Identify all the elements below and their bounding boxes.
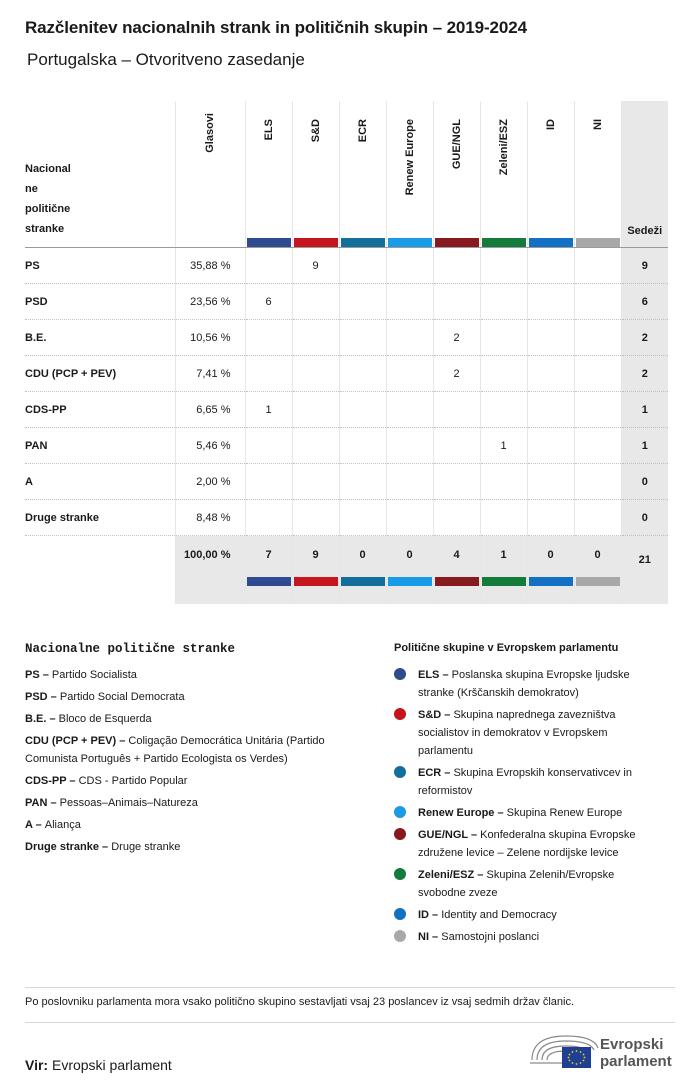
group-seats-cell	[480, 356, 527, 392]
national-legend-item: CDU (PCP + PEV) – Coligação Democrática Unitária (Partido Comunista Português + Partido Ecologista os Verdes)	[25, 735, 325, 765]
group-color-dot	[394, 930, 406, 942]
group-seats-cell	[292, 392, 339, 428]
national-legend-item: PSD – Partido Social Democrata	[25, 691, 185, 703]
group-seats-cell	[433, 464, 480, 500]
page-subtitle: Portugalska – Otvoritveno zasedanje	[27, 50, 305, 69]
group-header-id: ID	[527, 101, 574, 248]
seats-cell: 6	[621, 284, 668, 320]
group-legend-item: ELS – Poslanska skupina Evropske ljudske stranke (Krščanskih demokratov)	[394, 666, 664, 702]
group-seats-cell	[386, 500, 433, 536]
seats-cell: 0	[621, 464, 668, 500]
table-row	[25, 320, 668, 356]
legend-abbr: A	[25, 819, 33, 831]
group-color-dot	[394, 828, 406, 840]
group-total-color-bar	[294, 577, 338, 586]
group-seats-cell	[292, 284, 339, 320]
party-name: PSD	[25, 284, 175, 320]
group-seats-cell	[480, 284, 527, 320]
group-color-bar-greens	[482, 238, 526, 247]
group-total-color-bar	[247, 577, 291, 586]
group-color-bar-ecr	[341, 238, 385, 247]
group-seats-cell	[527, 320, 574, 356]
group-seats-cell	[339, 320, 386, 356]
national-legend-item: B.E. – Bloco de Esquerda	[25, 713, 152, 725]
group-seats-cell: 1	[245, 392, 292, 428]
legend-full-name: Partido Socialista	[51, 669, 137, 681]
group-seats-cell	[339, 392, 386, 428]
group-seats-cell	[433, 428, 480, 464]
group-seats-cell: 1	[480, 428, 527, 464]
group-color-bar-sd	[294, 238, 338, 247]
group-seats-cell	[480, 500, 527, 536]
group-seats-cell	[386, 392, 433, 428]
group-seats-cell	[245, 356, 292, 392]
group-header-renew: Renew Europe	[386, 101, 433, 248]
legend-abbr: Zeleni/ESZ	[418, 869, 475, 881]
votes-cell: 35,88 %	[175, 248, 245, 284]
group-seats-cell: 2	[433, 356, 480, 392]
group-seats-cell	[574, 248, 621, 284]
page-title: Razčlenitev nacionalnih strank in političnih skupin – 2019-2024	[25, 18, 527, 37]
legend-full-name: Konfederalna skupina Evropske združene levice – Zelene nordijske levice	[418, 829, 636, 859]
seats-cell: 1	[621, 392, 668, 428]
table-header-row	[25, 101, 668, 248]
votes-cell: 10,56 %	[175, 320, 245, 356]
results-table	[25, 101, 668, 604]
group-total-cell: 0	[574, 536, 621, 605]
national-legend-item: PS – Partido Socialista	[25, 669, 137, 681]
footnote: Po poslovniku parlamenta mora vsako politično skupino sestavljati vsaj 23 poslancev iz vsaj sedmih držav članic.	[25, 996, 575, 1008]
political-groups-legend	[394, 666, 664, 950]
legend-full-name: Skupina naprednega zavezništva socialistov in demokratov v Evropskem parlamentu	[418, 709, 616, 757]
group-color-dot	[394, 868, 406, 880]
group-seats-cell	[245, 320, 292, 356]
seats-cell: 1	[621, 428, 668, 464]
party-name: PAN	[25, 428, 175, 464]
legend-abbr: ELS	[418, 669, 440, 681]
group-legend-item: NI – Samostojni poslanci	[394, 928, 664, 946]
party-name: B.E.	[25, 320, 175, 356]
votes-cell: 2,00 %	[175, 464, 245, 500]
group-seats-cell	[433, 500, 480, 536]
legend-abbr: CDS-PP	[25, 775, 67, 787]
group-total-cell: 0	[339, 536, 386, 605]
party-name: A	[25, 464, 175, 500]
group-color-dot	[394, 708, 406, 720]
national-legend-item: A – Aliança	[25, 819, 81, 831]
group-total-color-bar	[435, 577, 479, 586]
seats-cell: 9	[621, 248, 668, 284]
group-total-color-bar	[576, 577, 620, 586]
party-name: CDS-PP	[25, 392, 175, 428]
legend-abbr: Druge stranke	[25, 841, 99, 853]
group-seats-cell	[386, 248, 433, 284]
group-legend-item: ID – Identity and Democracy	[394, 906, 664, 924]
group-seats-cell	[433, 284, 480, 320]
group-seats-cell	[292, 500, 339, 536]
group-seats-cell	[386, 356, 433, 392]
divider	[25, 1022, 675, 1023]
totals-label	[25, 536, 175, 605]
group-color-bar-ni	[576, 238, 620, 247]
group-seats-cell	[574, 392, 621, 428]
national-parties-legend	[25, 666, 365, 860]
party-name: Druge stranke	[25, 500, 175, 536]
group-header-sd: S&D	[292, 101, 339, 248]
group-color-bar-renew	[388, 238, 432, 247]
legend-abbr: ECR	[418, 767, 442, 779]
legend-full-name: Poslanska skupina Evropske ljudske stranke (Krščanskih demokratov)	[418, 669, 630, 699]
seats-total: 21	[621, 536, 668, 605]
table-row	[25, 464, 668, 500]
legend-full-name: Skupina Evropskih konservativcev in reformistov	[418, 767, 632, 797]
group-seats-cell	[527, 392, 574, 428]
group-seats-cell	[527, 284, 574, 320]
group-header-ni: NI	[574, 101, 621, 248]
group-seats-cell	[574, 320, 621, 356]
national-legend-item: CDS-PP – CDS - Partido Popular	[25, 775, 188, 787]
group-seats-cell	[386, 320, 433, 356]
group-seats-cell	[574, 284, 621, 320]
group-seats-cell	[433, 392, 480, 428]
group-seats-cell	[480, 320, 527, 356]
group-seats-cell: 9	[292, 248, 339, 284]
table-row	[25, 428, 668, 464]
party-column-header: Nacional ne politične stranke	[25, 101, 175, 248]
group-seats-cell	[574, 428, 621, 464]
group-color-dot	[394, 668, 406, 680]
group-seats-cell	[386, 284, 433, 320]
group-total-cell: 1	[480, 536, 527, 605]
legend-abbr: B.E.	[25, 713, 47, 725]
group-seats-cell	[574, 464, 621, 500]
seats-cell: 0	[621, 500, 668, 536]
group-seats-cell	[292, 320, 339, 356]
group-seats-cell	[339, 464, 386, 500]
group-color-dot	[394, 766, 406, 778]
seats-column-header: Sedeži	[621, 101, 668, 248]
legend-full-name: Samostojni poslanci	[441, 931, 540, 943]
group-legend-item: ECR – Skupina Evropskih konservativcev in reformistov	[394, 764, 664, 800]
votes-cell: 7,41 %	[175, 356, 245, 392]
group-color-bar-id	[529, 238, 573, 247]
group-total-color-bar	[341, 577, 385, 586]
group-total-cell: 7	[245, 536, 292, 605]
table-row	[25, 284, 668, 320]
source-label: Vir:	[25, 1057, 49, 1073]
source-value: Evropski parlament	[51, 1057, 172, 1073]
legend-abbr: PSD	[25, 691, 48, 703]
table-row	[25, 356, 668, 392]
group-seats-cell	[339, 428, 386, 464]
group-seats-cell	[292, 356, 339, 392]
group-legend-item: S&D – Skupina naprednega zavezništva socialistov in demokratov v Evropskem parlamentu	[394, 706, 664, 760]
group-seats-cell: 2	[433, 320, 480, 356]
table-row	[25, 248, 668, 284]
group-color-bar-gue	[435, 238, 479, 247]
group-seats-cell	[339, 356, 386, 392]
legend-abbr: CDU (PCP + PEV)	[25, 735, 117, 747]
group-seats-cell	[386, 464, 433, 500]
legend-full-name: Druge stranke	[111, 841, 181, 853]
group-seats-cell	[527, 248, 574, 284]
source-line	[25, 1057, 172, 1073]
group-seats-cell: 6	[245, 284, 292, 320]
legend-full-name: Skupina Renew Europe	[506, 807, 623, 819]
legend-full-name: Aliança	[44, 819, 81, 831]
national-parties-legend-title: Nacionalne politične stranke	[25, 642, 236, 656]
group-color-dot	[394, 806, 406, 818]
votes-cell: 5,46 %	[175, 428, 245, 464]
legend-abbr: GUE/NGL	[418, 829, 468, 841]
legend-full-name: Coligação Democrática Unitária (Partido Comunista Português + Partido Ecologista os Verdes)	[25, 735, 325, 765]
group-legend-item: Renew Europe – Skupina Renew Europe	[394, 804, 664, 822]
group-total-color-bar	[529, 577, 573, 586]
legend-full-name: CDS - Partido Popular	[78, 775, 188, 787]
group-seats-cell	[574, 356, 621, 392]
legend-full-name: Identity and Democracy	[441, 909, 557, 921]
votes-cell: 8,48 %	[175, 500, 245, 536]
group-seats-cell	[292, 464, 339, 500]
group-seats-cell	[339, 284, 386, 320]
seats-cell: 2	[621, 356, 668, 392]
group-total-color-bar	[388, 577, 432, 586]
group-total-cell: 4	[433, 536, 480, 605]
group-header-ecr: ECR	[339, 101, 386, 248]
logo-text: Evropski parlament	[600, 1036, 672, 1070]
legend-full-name: Bloco de Esquerda	[58, 713, 152, 725]
legend-abbr: PS	[25, 669, 40, 681]
votes-cell: 6,65 %	[175, 392, 245, 428]
seats-cell: 2	[621, 320, 668, 356]
table-row	[25, 392, 668, 428]
legend-full-name: Pessoas–Animais–Natureza	[59, 797, 198, 809]
votes-total: 100,00 %	[175, 536, 245, 605]
national-legend-item: PAN – Pessoas–Animais–Natureza	[25, 797, 198, 809]
group-total-cell: 9	[292, 536, 339, 605]
group-color-bar-els	[247, 238, 291, 247]
legend-abbr: ID	[418, 909, 429, 921]
group-seats-cell	[292, 428, 339, 464]
group-seats-cell	[480, 248, 527, 284]
group-seats-cell	[339, 248, 386, 284]
group-legend-item: GUE/NGL – Konfederalna skupina Evropske združene levice – Zelene nordijske levice	[394, 826, 664, 862]
group-seats-cell	[527, 356, 574, 392]
group-seats-cell	[574, 500, 621, 536]
group-seats-cell	[527, 464, 574, 500]
group-seats-cell	[339, 500, 386, 536]
national-legend-item: Druge stranke – Druge stranke	[25, 841, 181, 853]
group-legend-item: Zeleni/ESZ – Skupina Zelenih/Evropske svobodne zveze	[394, 866, 664, 902]
divider	[25, 987, 675, 988]
legend-abbr: PAN	[25, 797, 48, 809]
legend-full-name: Partido Social Democrata	[59, 691, 185, 703]
votes-column-header: Glasovi	[175, 101, 245, 248]
group-seats-cell	[480, 464, 527, 500]
group-total-cell: 0	[527, 536, 574, 605]
group-seats-cell	[527, 428, 574, 464]
legend-abbr: NI	[418, 931, 429, 943]
group-header-greens: Zeleni/ESZ	[480, 101, 527, 248]
group-seats-cell	[245, 500, 292, 536]
legend-abbr: S&D	[418, 709, 442, 721]
political-groups-legend-title: Politične skupine v Evropskem parlamentu	[394, 642, 619, 654]
group-total-cell: 0	[386, 536, 433, 605]
group-seats-cell	[245, 428, 292, 464]
group-total-color-bar	[482, 577, 526, 586]
group-seats-cell	[433, 248, 480, 284]
group-seats-cell	[245, 464, 292, 500]
party-name: CDU (PCP + PEV)	[25, 356, 175, 392]
group-header-gue: GUE/NGL	[433, 101, 480, 248]
totals-row	[25, 536, 668, 605]
group-seats-cell	[245, 248, 292, 284]
group-header-els: ELS	[245, 101, 292, 248]
table-row	[25, 500, 668, 536]
party-name: PS	[25, 248, 175, 284]
group-color-dot	[394, 908, 406, 920]
legend-full-name: Skupina Zelenih/Evropske svobodne zveze	[418, 869, 615, 899]
group-seats-cell	[527, 500, 574, 536]
legend-abbr: Renew Europe	[418, 807, 495, 819]
group-seats-cell	[480, 392, 527, 428]
group-seats-cell	[386, 428, 433, 464]
votes-cell: 23,56 %	[175, 284, 245, 320]
